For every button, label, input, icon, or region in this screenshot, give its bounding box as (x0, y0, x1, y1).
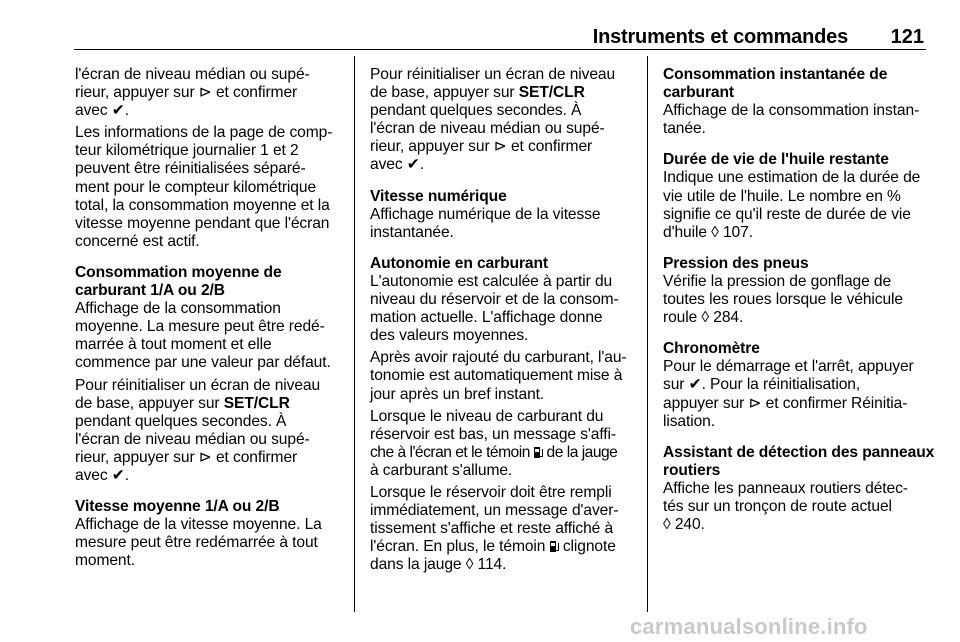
column-divider (647, 56, 648, 612)
page-reference-icon: ◊ (663, 516, 671, 534)
paragraph: Pour réinitialiser un écran de niveau de base, appuyer sur SET/CLR pendant quelques secondes. À l'écran de niveau médian ou supé- rieur, appuyer sur ⊳ et confirmer avec ✔. (75, 376, 321, 484)
paragraph: Pour le démarrage et l'arrêt, appuyer sur ✔. Pour la réinitialisation, appuyer sur ⊳ et confirmer Réinitia- lisation. (663, 358, 914, 430)
paragraph: Affichage numérique de la vitesse instantanée. (370, 205, 601, 241)
section-heading: Vitesse moyenne 1/A ou 2/B (75, 498, 280, 516)
page-reference-icon: ◊ (711, 223, 719, 241)
paragraph: Affichage de la consommation moyenne. La mesure peut être redé- marrée à tout moment et elle commence par une valeur par défaut. (75, 300, 331, 372)
page-reference-icon: ◊ (701, 309, 710, 327)
paragraph: Affichage de la vitesse moyenne. La mesure peut être redémarrée à tout moment. (75, 516, 322, 570)
section-heading: Vitesse numérique (370, 187, 507, 205)
fuel-pump-icon (534, 446, 543, 458)
next-arrow-icon: ⊳ (198, 448, 212, 466)
page-reference-icon: ◊ (465, 556, 474, 574)
column-2 (370, 66, 640, 578)
paragraph: l'écran de niveau médian ou supé- rieur, appuyer sur ⊳ et confirmer avec ✔. (75, 66, 310, 120)
next-arrow-icon: ⊳ (748, 394, 762, 412)
paragraph: Affiche les panneaux routiers détec- tés sur un tronçon de route actuel ◊ 240. (663, 479, 908, 534)
next-arrow-icon: ⊳ (198, 84, 212, 102)
check-icon: ✔ (688, 376, 702, 394)
paragraph: Pour réinitialiser un écran de niveau de base, appuyer sur SET/CLR pendant quelques secondes. À l'écran de niveau médian ou supé- rieur, appuyer sur ⊳ et confirmer avec ✔. (370, 66, 616, 174)
paragraph: Les informations de la page de comp- teur kilométrique journalier 1 et 2 peuvent être réinitialisées séparé- ment pour le compteur kilométrique total, la consommation moyenne et la vitesse moyenne pendant que l'écran concerné est actif. (75, 124, 333, 250)
page-header (74, 23, 926, 50)
check-icon: ✔ (406, 156, 420, 174)
column-3 (663, 66, 933, 538)
paragraph: Lorsque le niveau de carburant du réservoir est bas, un message s'affi- che à l'écran et le témoin de la jauge à carburant s'allume. (370, 407, 618, 479)
watermark: carmanualsonline.info (630, 614, 868, 639)
next-arrow-icon: ⊳ (493, 138, 507, 156)
section-heading: Consommation moyenne de carburant 1/A ou 2/B (75, 263, 282, 300)
paragraph: Indique une estimation de la durée de vie utile de l'huile. Le nombre en % signifie ce qu'il reste de durée de vie d'huile ◊ 107. (663, 169, 921, 241)
section-heading: Pression des pneus (663, 254, 809, 272)
section-heading: Assistant de détection des panneaux routiers (663, 443, 935, 479)
section-heading: Autonomie en carburant (370, 254, 549, 272)
set-clr-label: SET/CLR (223, 394, 290, 412)
section-heading: Durée de vie de l'huile restante (663, 151, 889, 169)
column-divider (354, 56, 355, 612)
check-icon: ✔ (111, 102, 125, 120)
paragraph: Après avoir rajouté du carburant, l'au- tonomie est automatiquement mise à jour après un bref instant. (370, 349, 627, 403)
paragraph: Affichage de la consommation instan- tanée. (663, 102, 920, 138)
paragraph: Vérifie la pression de gonflage de toutes les roues lorsque le véhicule roule ◊ 284. (663, 272, 903, 327)
column-1 (75, 66, 345, 574)
section-title: Instruments et commandes (592, 26, 848, 48)
page-number: 121 (890, 26, 924, 48)
paragraph: L'autonomie est calculée à partir du niveau du réservoir et de la consom- mation actuelle. L'affichage donne des valeurs moyennes. (370, 272, 619, 345)
set-clr-label: SET/CLR (518, 84, 585, 102)
fuel-pump-icon (550, 540, 559, 552)
check-icon: ✔ (111, 466, 125, 484)
section-heading: Consommation instantanée de carburant (663, 66, 888, 102)
paragraph: Lorsque le réservoir doit être rempli immédiatement, un message d'aver- tissement s'affiche et reste affiché à l'écran. En plus, le témoin clignote dans la jauge ◊ 114. (370, 483, 619, 574)
section-heading: Chronomètre (663, 340, 760, 358)
